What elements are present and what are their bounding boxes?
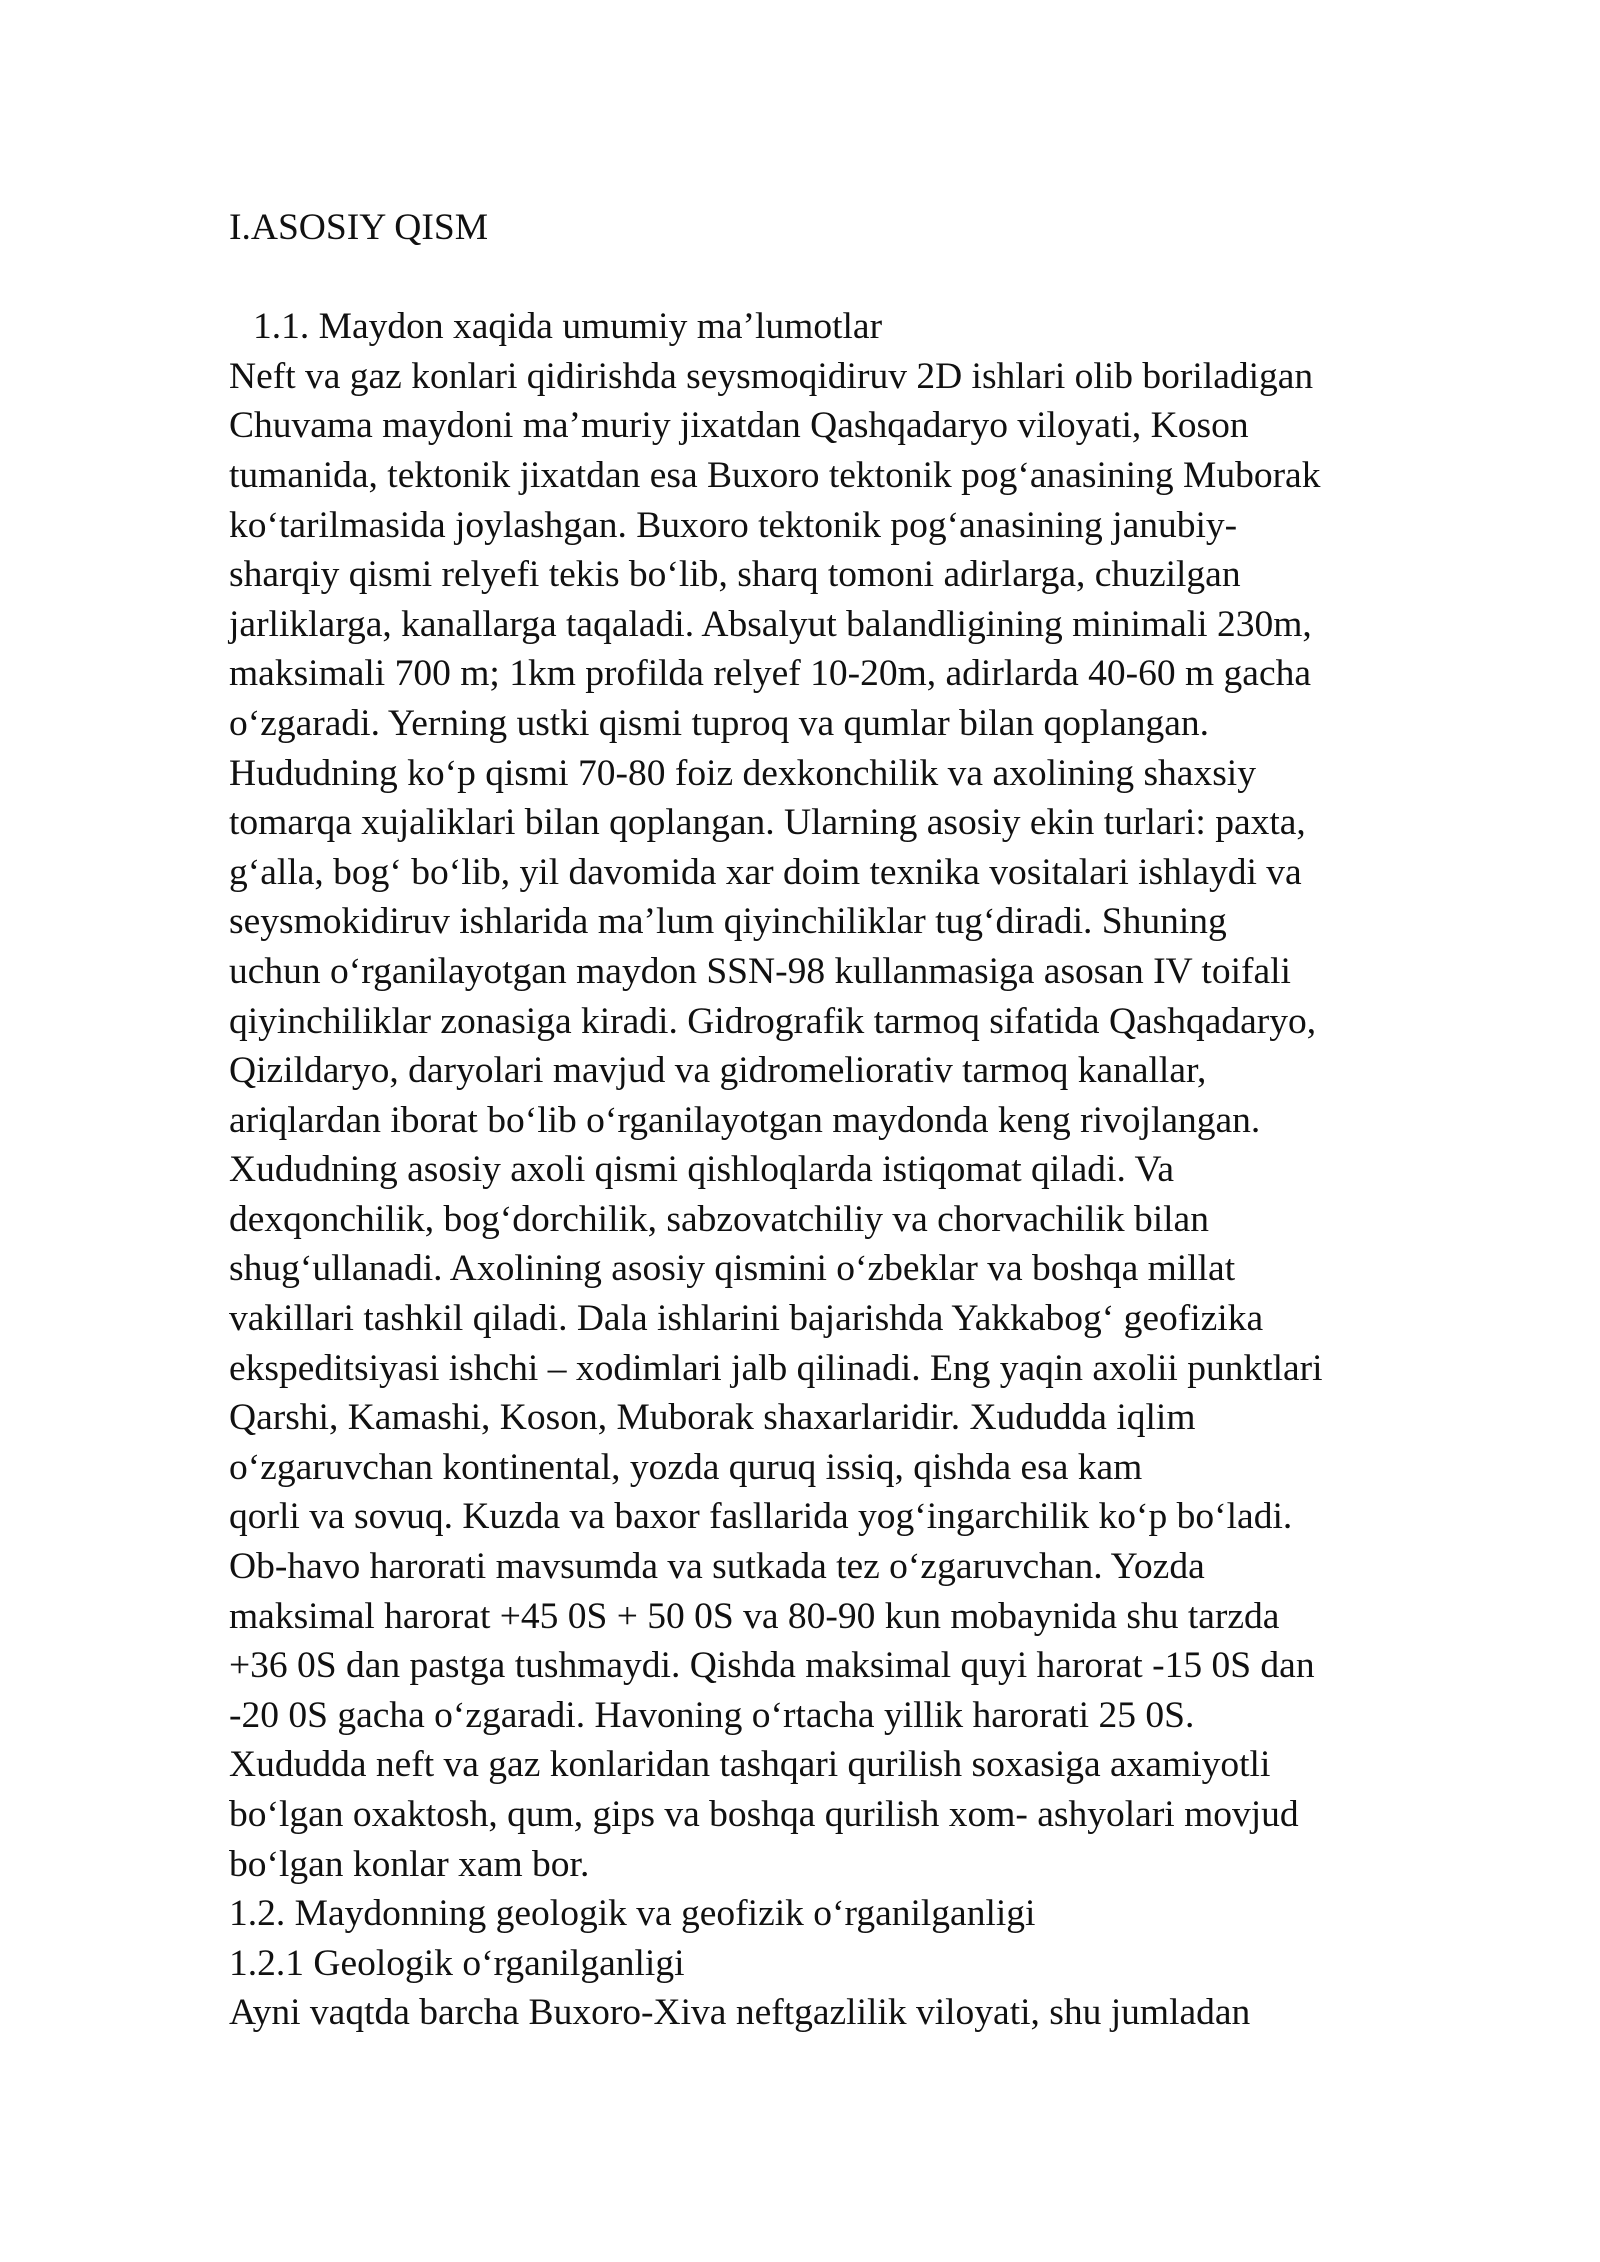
paragraph-line: o‘zgaruvchan kontinental, yozda quruq issiq, qishda esa kam — [229, 1446, 1143, 1488]
paragraph-line: sharqiy qismi relyefi tekis bo‘lib, sharq tomoni adirlarga, chuzilgan — [229, 554, 1241, 596]
paragraph-line: Qarshi, Kamashi, Koson, Muborak shaxarlaridir. Xududda iqlim — [229, 1397, 1196, 1439]
paragraph-line: maksimal harorat +45 0S + 50 0S va 80-90 kun mobaynida shu tarzda — [229, 1595, 1280, 1637]
blank-line — [229, 253, 1529, 303]
paragraph-line: dexqonchilik, bog‘dorchilik, sabzovatchiliy va chorvachilik bilan — [229, 1198, 1209, 1240]
paragraph-line: uchun o‘rganilayotgan maydon SSN-98 kullanmasiga asosan IV toifali — [229, 950, 1291, 992]
paragraph-line: seysmokidiruv ishlarida ma’lum qiyinchiliklar tug‘diradi. Shuning — [229, 901, 1227, 943]
paragraph-line: +36 0S dan pastga tushmaydi. Qishda maksimal quyi harorat -15 0S dan — [229, 1645, 1315, 1687]
paragraph-line: Chuvama maydoni ma’muriy jixatdan Qashqadaryo viloyati, Koson — [229, 405, 1249, 447]
section-heading-1-2-1: 1.2.1 Geologik o‘rganilganligi — [229, 1942, 685, 1984]
paragraph-line: Hududning ko‘p qismi 70-80 foiz dexkonchilik va axolining shaxsiy — [229, 752, 1256, 794]
paragraph-line: Xududning asosiy axoli qismi qishloqlarda istiqomat qiladi. Va — [229, 1149, 1175, 1191]
section-heading-1-2: 1.2. Maydonning geologik va geofizik o‘rganilganligi — [229, 1893, 1036, 1935]
paragraph-line: ariqlardan iborat bo‘lib o‘rganilayotgan maydonda keng rivojlangan. — [229, 1099, 1261, 1141]
paragraph-line: tomarqa xujaliklari bilan qoplangan. Ularning asosiy ekin turlari: paxta, — [229, 802, 1306, 844]
chapter-heading: I.ASOSIY QISM — [229, 207, 489, 248]
paragraph-line: g‘alla, bog‘ bo‘lib, yil davomida xar doim texnika vositalari ishlaydi va — [229, 851, 1302, 893]
paragraph-line: jarliklarga, kanallarga taqaladi. Absalyut balandligining minimali 230m, — [229, 603, 1312, 645]
paragraph-line: bo‘lgan konlar xam bor. — [229, 1843, 590, 1885]
paragraph-line: bo‘lgan oxaktosh, qum, gips va boshqa qurilish xom- ashyolari movjud — [229, 1794, 1299, 1835]
paragraph-line: tumanida, tektonik jixatdan esa Buxoro tektonik pog‘anasining Muborak — [229, 454, 1321, 496]
paragraph-line: vakillari tashkil qiladi. Dala ishlarini bajarishda Yakkabog‘ geofizika — [229, 1298, 1264, 1340]
paragraph-line: maksimali 700 m; 1km profilda relyef 10-20m, adirlarda 40-60 m gacha — [229, 653, 1311, 695]
section-heading-1-1: 1.1. Maydon xaqida umumiy ma’lumotlar — [253, 306, 883, 348]
paragraph-line: Qizildaryo, daryolari mavjud va gidromeliorativ tarmoq kanallar, — [229, 1050, 1207, 1092]
paragraph-line: ko‘tarilmasida joylashgan. Buxoro tektonik pog‘anasining janubiy- — [229, 504, 1238, 546]
paragraph-line: Neft va gaz konlari qidirishda seysmoqidiruv 2D ishlari olib boriladigan — [229, 355, 1314, 397]
paragraph-line: Xududda neft va gaz konlaridan tashqari qurilish soxasiga axamiyotli — [229, 1744, 1271, 1786]
paragraph-line: Ayni vaqtda barcha Buxoro-Xiva neftgazlilik viloyati, shu jumladan — [229, 1992, 1251, 2034]
paragraph-line: qiyinchiliklar zonasiga kiradi. Gidrografik tarmoq sifatida Qashqadaryo, — [229, 1000, 1317, 1042]
paragraph-line: Ob-havo harorati mavsumda va sutkada tez o‘zgaruvchan. Yozda — [229, 1546, 1205, 1588]
paragraph-line: o‘zgaradi. Yerning ustki qismi tuproq va qumlar bilan qoplangan. — [229, 702, 1210, 744]
document-body — [229, 203, 1529, 2038]
paragraph-line: ekspeditsiyasi ishchi – xodimlari jalb qilinadi. Eng yaqin axolii punktlari — [229, 1347, 1323, 1389]
paragraph-line: qorli va sovuq. Kuzda va baxor fasllarida yog‘ingarchilik ko‘p bo‘ladi. — [229, 1496, 1293, 1538]
paragraph-line: shug‘ullanadi. Axolining asosiy qismini o‘zbeklar va boshqa millat — [229, 1248, 1236, 1290]
paragraph-line: -20 0S gacha o‘zgaradi. Havoning o‘rtacha yillik harorati 25 0S. — [229, 1694, 1195, 1736]
